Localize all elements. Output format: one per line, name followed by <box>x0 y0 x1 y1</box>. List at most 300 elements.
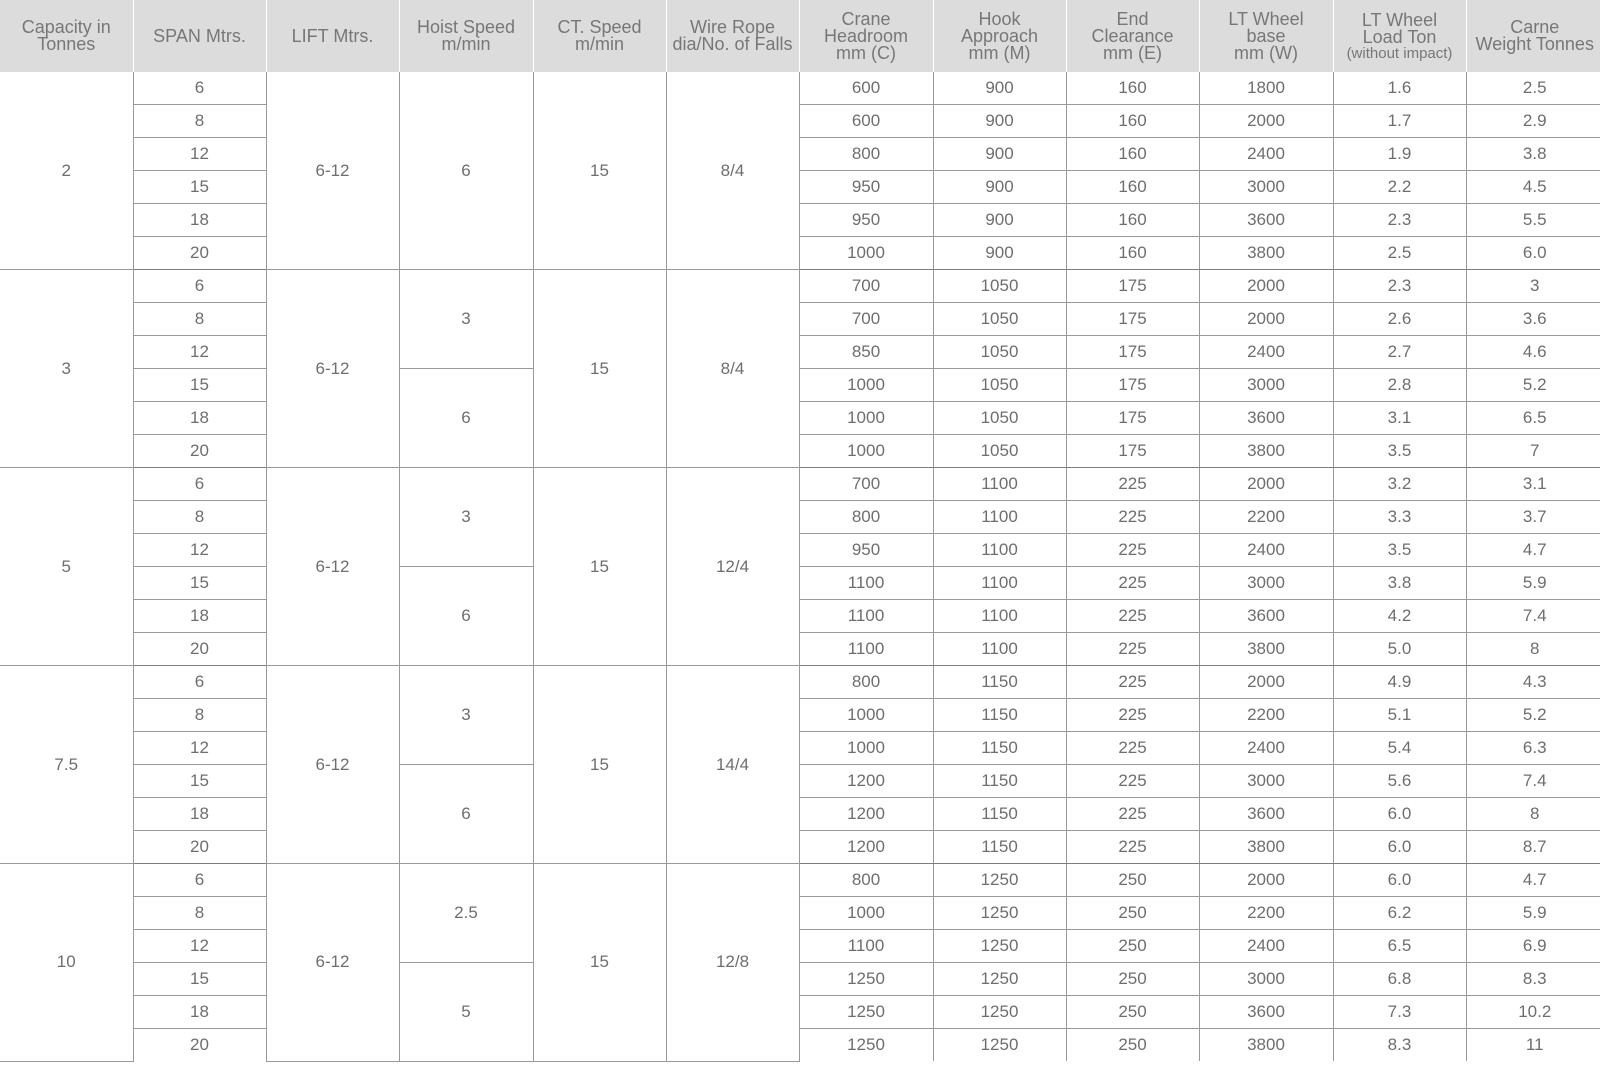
hoist-speed-cell: 6 <box>399 369 533 468</box>
span-cell: 15 <box>133 369 266 402</box>
wheel-load-cell: 1.7 <box>1333 105 1466 138</box>
header-line: base <box>1246 25 1286 46</box>
table-row <box>0 336 1600 369</box>
crane-weight-cell: 6.9 <box>1466 930 1600 963</box>
table-row <box>0 171 1600 204</box>
span-cell: 20 <box>133 435 266 468</box>
span-cell: 8 <box>133 501 266 534</box>
header-line: m/min <box>575 34 624 54</box>
wheel-load-cell: 4.2 <box>1333 600 1466 633</box>
end-clearance-cell: 160 <box>1066 171 1199 204</box>
headroom-cell: 800 <box>799 138 933 171</box>
span-cell: 15 <box>133 567 266 600</box>
table-row <box>0 435 1600 468</box>
headroom-cell: 850 <box>799 336 933 369</box>
span-cell: 12 <box>133 336 266 369</box>
headroom-cell: 1100 <box>799 567 933 600</box>
wheel-base-cell: 3000 <box>1199 171 1333 204</box>
capacity-cell: 7.5 <box>0 666 133 864</box>
crane-weight-cell: 7.4 <box>1466 600 1600 633</box>
headroom-cell: 800 <box>799 501 933 534</box>
header-line: Approach <box>960 25 1039 46</box>
end-clearance-cell: 160 <box>1066 105 1199 138</box>
hook-approach-cell: 900 <box>933 237 1066 270</box>
hook-approach-cell: 1100 <box>933 534 1066 567</box>
span-cell: 18 <box>133 996 266 1029</box>
hoist-speed-cell: 5 <box>399 963 533 1062</box>
headroom-cell: 950 <box>799 204 933 237</box>
crane-weight-cell: 5.9 <box>1466 897 1600 930</box>
crane-weight-cell: 10.2 <box>1466 996 1600 1029</box>
header-line: Tonnes <box>37 34 96 54</box>
header-line: LT Wheel <box>1361 9 1438 30</box>
header-line: dia/No. of Falls <box>672 34 793 54</box>
wheel-load-cell: 5.4 <box>1333 732 1466 765</box>
header-line: Hook <box>978 8 1021 29</box>
table-row <box>0 831 1600 864</box>
crane-weight-cell: 4.3 <box>1466 666 1600 699</box>
wheel-load-cell: 6.0 <box>1333 798 1466 831</box>
wheel-base-cell: 3800 <box>1199 435 1333 468</box>
span-cell: 20 <box>133 633 266 666</box>
end-clearance-cell: 225 <box>1066 501 1199 534</box>
end-clearance-cell: 225 <box>1066 666 1199 699</box>
hook-approach-cell: 1250 <box>933 930 1066 963</box>
span-cell: 12 <box>133 930 266 963</box>
table-row <box>0 897 1600 930</box>
end-clearance-cell: 225 <box>1066 798 1199 831</box>
table-row <box>0 138 1600 171</box>
crane-weight-cell: 3 <box>1466 270 1600 303</box>
end-clearance-cell: 175 <box>1066 303 1199 336</box>
end-clearance-cell: 175 <box>1066 369 1199 402</box>
end-clearance-cell: 250 <box>1066 996 1199 1029</box>
hook-approach-cell: 900 <box>933 105 1066 138</box>
span-cell: 20 <box>133 1029 266 1062</box>
table-row <box>0 501 1600 534</box>
end-clearance-cell: 250 <box>1066 963 1199 996</box>
wheel-base-cell: 3000 <box>1199 567 1333 600</box>
headroom-cell: 1100 <box>799 930 933 963</box>
wheel-base-cell: 2000 <box>1199 105 1333 138</box>
crane-weight-cell: 5.9 <box>1466 567 1600 600</box>
hook-approach-cell: 1100 <box>933 501 1066 534</box>
crane-weight-cell: 2.9 <box>1466 105 1600 138</box>
header-line: Headroom <box>823 25 909 46</box>
headroom-cell: 1250 <box>799 963 933 996</box>
span-cell: 18 <box>133 402 266 435</box>
hoist-speed-cell: 6 <box>399 72 533 270</box>
wire-rope-cell: 12/8 <box>666 864 799 1062</box>
header-hoist-speed <box>399 0 533 72</box>
wheel-load-cell: 3.8 <box>1333 567 1466 600</box>
wheel-base-cell: 2200 <box>1199 501 1333 534</box>
span-cell: 12 <box>133 534 266 567</box>
crane-weight-cell: 6.0 <box>1466 237 1600 270</box>
header-line: SPAN Mtrs. <box>153 25 246 46</box>
hoist-speed-cell: 6 <box>399 765 533 864</box>
span-cell: 8 <box>133 699 266 732</box>
table-row <box>0 600 1600 633</box>
capacity-cell: 5 <box>0 468 133 666</box>
header-line: m/min <box>441 34 491 54</box>
hook-approach-cell: 1100 <box>933 600 1066 633</box>
headroom-cell: 1100 <box>799 600 933 633</box>
hook-approach-cell: 1150 <box>933 798 1066 831</box>
end-clearance-cell: 250 <box>1066 1029 1199 1062</box>
header-subnote: (without impact) <box>1346 44 1453 62</box>
headroom-cell: 600 <box>799 105 933 138</box>
crane-weight-cell: 8 <box>1466 633 1600 666</box>
wheel-load-cell: 3.5 <box>1333 534 1466 567</box>
wire-rope-cell: 12/4 <box>666 468 799 666</box>
wheel-base-cell: 2000 <box>1199 666 1333 699</box>
crane-weight-cell: 11 <box>1525 1035 1544 1054</box>
headroom-cell: 1000 <box>799 732 933 765</box>
end-clearance-cell: 160 <box>1066 204 1199 237</box>
crane-weight-cell: 2.5 <box>1466 72 1600 105</box>
table-row <box>0 798 1600 831</box>
span-cell: 8 <box>133 897 266 930</box>
table-row <box>0 468 1600 501</box>
crane-weight-cell: 3.7 <box>1466 501 1600 534</box>
end-clearance-cell: 225 <box>1066 732 1199 765</box>
headroom-cell: 800 <box>799 864 933 897</box>
ct-speed-cell: 15 <box>533 666 666 864</box>
table-row <box>0 237 1600 270</box>
end-clearance-cell: 225 <box>1066 633 1199 666</box>
header-capacity <box>0 0 133 72</box>
headroom-cell: 950 <box>799 534 933 567</box>
table-row <box>0 996 1600 1029</box>
wheel-load-cell: 2.5 <box>1333 237 1466 270</box>
header-lt-wheel-base <box>1199 0 1333 72</box>
wheel-load-cell: 6.8 <box>1333 963 1466 996</box>
crane-weight-cell: 8.7 <box>1466 831 1600 864</box>
crane-weight-cell: 4.7 <box>1466 864 1600 897</box>
wheel-base-cell: 3000 <box>1199 765 1333 798</box>
hook-approach-cell: 1050 <box>933 435 1066 468</box>
crane-weight-cell: 5.2 <box>1466 369 1600 402</box>
headroom-cell: 1200 <box>799 831 933 864</box>
wheel-load-cell: 2.3 <box>1333 204 1466 237</box>
hook-approach-cell: 1150 <box>933 732 1066 765</box>
crane-weight-cell: 4.7 <box>1466 534 1600 567</box>
table-row <box>0 402 1600 435</box>
hook-approach-cell: 900 <box>933 171 1066 204</box>
hook-approach-cell: 1050 <box>933 369 1066 402</box>
hook-approach-cell: 1250 <box>933 996 1066 1029</box>
header-line: LIFT Mtrs. <box>291 25 374 46</box>
table-row <box>0 633 1600 666</box>
span-cell: 6 <box>133 666 266 699</box>
hook-approach-cell: 1250 <box>933 897 1066 930</box>
wheel-base-cell: 2400 <box>1199 534 1333 567</box>
span-cell: 8 <box>133 303 266 336</box>
header-line: Load Ton <box>1362 26 1437 47</box>
table-row <box>0 930 1600 963</box>
crane-weight-cell: 3.8 <box>1466 138 1600 171</box>
wheel-base-cell: 2400 <box>1199 336 1333 369</box>
end-clearance-cell: 250 <box>1066 897 1199 930</box>
crane-weight-cell: 3.1 <box>1466 468 1600 501</box>
span-cell: 6 <box>133 72 266 105</box>
hook-approach-cell: 1250 <box>933 963 1066 996</box>
end-clearance-cell: 175 <box>1066 435 1199 468</box>
header-span <box>133 0 266 72</box>
headroom-cell: 700 <box>799 303 933 336</box>
hook-approach-cell: 900 <box>933 204 1066 237</box>
header-line: mm (C) <box>836 42 896 63</box>
header-line: Capacity in <box>21 17 111 37</box>
crane-weight-cell: 8.3 <box>1466 963 1600 996</box>
lift-cell: 6-12 <box>266 270 399 468</box>
hook-approach-cell: 1050 <box>933 336 1066 369</box>
headroom-cell: 1200 <box>799 765 933 798</box>
span-cell: 15 <box>133 765 266 798</box>
end-clearance-cell: 225 <box>1066 534 1199 567</box>
header-line: LT Wheel <box>1228 8 1304 29</box>
end-clearance-cell: 225 <box>1066 468 1199 501</box>
wheel-base-cell: 3800 <box>1199 831 1333 864</box>
wire-rope-cell: 8/4 <box>666 72 799 270</box>
span-cell: 15 <box>133 963 266 996</box>
wheel-load-cell: 3.3 <box>1333 501 1466 534</box>
crane-weight-cell: 4.6 <box>1466 336 1600 369</box>
header-line: Hoist Speed <box>416 17 516 37</box>
header-lift <box>266 0 399 72</box>
wheel-load-cell: 2.7 <box>1333 336 1466 369</box>
wheel-base-cell: 2000 <box>1199 864 1333 897</box>
span-cell: 6 <box>133 864 266 897</box>
end-clearance-cell: 250 <box>1066 864 1199 897</box>
header-lt-wheel-load <box>1333 0 1466 72</box>
wheel-load-cell: 4.9 <box>1333 666 1466 699</box>
wheel-load-cell: 8.3 <box>1333 1029 1466 1062</box>
hoist-speed-cell: 2.5 <box>399 864 533 963</box>
hook-approach-cell: 1250 <box>933 864 1066 897</box>
headroom-cell: 1100 <box>799 633 933 666</box>
hook-approach-cell: 1100 <box>933 468 1066 501</box>
crane-weight-cell: 7.4 <box>1466 765 1600 798</box>
table-row <box>0 666 1600 699</box>
wheel-load-cell: 2.3 <box>1333 270 1466 303</box>
end-clearance-cell: 160 <box>1066 138 1199 171</box>
span-cell: 12 <box>133 138 266 171</box>
headroom-cell: 1000 <box>799 402 933 435</box>
capacity-cell: 10 <box>0 864 133 1062</box>
wheel-base-cell: 3600 <box>1199 600 1333 633</box>
hoist-speed-cell: 3 <box>399 270 533 369</box>
table-row <box>0 204 1600 237</box>
wheel-base-cell: 3800 <box>1199 1029 1333 1062</box>
table-row <box>0 534 1600 567</box>
headroom-cell: 950 <box>799 171 933 204</box>
wheel-load-cell: 6.0 <box>1333 864 1466 897</box>
hoist-speed-cell: 6 <box>399 567 533 666</box>
header-line: mm (M) <box>968 42 1031 63</box>
crane-weight-cell: 8 <box>1466 798 1600 831</box>
headroom-cell: 700 <box>799 468 933 501</box>
capacity-cell: 2 <box>0 72 133 270</box>
hook-approach-cell: 1150 <box>933 765 1066 798</box>
crane-weight-cell: 4.5 <box>1466 171 1600 204</box>
wheel-base-cell: 2200 <box>1199 897 1333 930</box>
hook-approach-cell: 1100 <box>933 633 1066 666</box>
hook-approach-cell: 1100 <box>933 567 1066 600</box>
table-row <box>0 765 1600 798</box>
wheel-load-cell: 3.1 <box>1333 402 1466 435</box>
table-row <box>0 270 1600 303</box>
wire-rope-cell: 8/4 <box>666 270 799 468</box>
header-line: CT. Speed <box>557 17 642 37</box>
wheel-base-cell: 2000 <box>1199 270 1333 303</box>
crane-weight-cell: 5.2 <box>1466 699 1600 732</box>
header-line: Carne <box>1510 17 1560 37</box>
table-header <box>0 0 1600 72</box>
wheel-base-cell: 3800 <box>1199 633 1333 666</box>
capacity-cell: 3 <box>0 270 133 468</box>
headroom-cell: 600 <box>799 72 933 105</box>
wheel-base-cell: 3600 <box>1199 798 1333 831</box>
headroom-cell: 700 <box>799 270 933 303</box>
headroom-cell: 1000 <box>799 435 933 468</box>
ct-speed-cell: 15 <box>533 864 666 1062</box>
wheel-load-cell: 1.9 <box>1333 138 1466 171</box>
end-clearance-cell: 175 <box>1066 402 1199 435</box>
wheel-base-cell: 3000 <box>1199 369 1333 402</box>
wheel-base-cell: 3000 <box>1199 963 1333 996</box>
hook-approach-cell: 1150 <box>933 699 1066 732</box>
end-clearance-cell: 160 <box>1066 72 1199 105</box>
hoist-speed-cell: 3 <box>399 666 533 765</box>
table-row <box>0 72 1600 105</box>
wheel-base-cell: 2400 <box>1199 732 1333 765</box>
wire-rope-cell: 14/4 <box>666 666 799 864</box>
hook-approach-cell: 1250 <box>933 1029 1066 1062</box>
span-cell: 15 <box>133 171 266 204</box>
hoist-speed-cell: 3 <box>399 468 533 567</box>
header-end-clearance <box>1066 0 1199 72</box>
wheel-load-cell: 2.6 <box>1333 303 1466 336</box>
table-row <box>0 963 1600 996</box>
end-clearance-cell: 225 <box>1066 765 1199 798</box>
table-row <box>0 864 1600 897</box>
table-row <box>0 1029 1600 1062</box>
hook-approach-cell: 1050 <box>933 303 1066 336</box>
end-clearance-cell: 225 <box>1066 567 1199 600</box>
end-clearance-cell: 160 <box>1066 237 1199 270</box>
crane-weight-cell: 6.3 <box>1466 732 1600 765</box>
wheel-base-cell: 3800 <box>1199 237 1333 270</box>
wheel-base-cell: 3600 <box>1199 996 1333 1029</box>
end-clearance-cell: 175 <box>1066 336 1199 369</box>
headroom-cell: 800 <box>799 666 933 699</box>
lift-cell: 6-12 <box>266 468 399 666</box>
wheel-load-cell: 6.0 <box>1333 831 1466 864</box>
ct-speed-cell: 15 <box>533 72 666 270</box>
header-line: Wire Rope <box>689 17 776 37</box>
header-line: Clearance <box>1091 25 1174 46</box>
ct-speed-cell: 15 <box>533 270 666 468</box>
table-row <box>0 303 1600 336</box>
wheel-base-cell: 2400 <box>1199 138 1333 171</box>
header-line: Weight Tonnes <box>1475 34 1594 54</box>
hook-approach-cell: 1050 <box>933 402 1066 435</box>
wheel-base-cell: 2000 <box>1199 303 1333 336</box>
hook-approach-cell: 900 <box>933 138 1066 171</box>
headroom-cell: 1000 <box>799 237 933 270</box>
headroom-cell: 1000 <box>799 897 933 930</box>
hook-approach-cell: 900 <box>933 72 1066 105</box>
lift-cell: 6-12 <box>266 72 399 270</box>
end-clearance-cell: 225 <box>1066 831 1199 864</box>
ct-speed-cell: 15 <box>533 468 666 666</box>
table-row <box>0 105 1600 138</box>
wheel-base-cell: 2000 <box>1199 468 1333 501</box>
wheel-base-cell: 2400 <box>1199 930 1333 963</box>
wheel-load-cell: 5.0 <box>1333 633 1466 666</box>
header-wire-rope <box>666 0 799 72</box>
table-row <box>0 732 1600 765</box>
wheel-base-cell: 3600 <box>1199 402 1333 435</box>
span-cell: 8 <box>133 105 266 138</box>
span-cell: 18 <box>133 204 266 237</box>
span-cell: 6 <box>133 468 266 501</box>
header-line: mm (E) <box>1103 42 1162 63</box>
span-cell: 12 <box>133 732 266 765</box>
headroom-cell: 1000 <box>799 699 933 732</box>
lift-cell: 6-12 <box>266 666 399 864</box>
table-row <box>0 699 1600 732</box>
lift-cell: 6-12 <box>266 864 399 1062</box>
wheel-base-cell: 2200 <box>1199 699 1333 732</box>
span-cell: 6 <box>133 270 266 303</box>
table-row <box>0 369 1600 402</box>
wheel-load-cell: 5.6 <box>1333 765 1466 798</box>
wheel-load-cell: 7.3 <box>1333 996 1466 1029</box>
header-row <box>0 0 1600 72</box>
header-line: Crane <box>841 8 891 29</box>
end-clearance-cell: 225 <box>1066 600 1199 633</box>
header-crane-headroom <box>799 0 933 72</box>
end-clearance-cell: 225 <box>1066 699 1199 732</box>
table-row <box>0 567 1600 600</box>
hook-approach-cell: 1150 <box>933 666 1066 699</box>
crane-weight-cell: 6.5 <box>1466 402 1600 435</box>
table-body <box>0 72 1600 1061</box>
wheel-load-cell: 6.5 <box>1333 930 1466 963</box>
span-cell: 18 <box>133 798 266 831</box>
crane-weight-cell: 7 <box>1466 435 1600 468</box>
wheel-base-cell: 3600 <box>1199 204 1333 237</box>
wheel-load-cell: 5.1 <box>1333 699 1466 732</box>
crane-weight-cell: 3.6 <box>1466 303 1600 336</box>
header-line: mm (W) <box>1234 42 1298 63</box>
end-clearance-cell: 250 <box>1066 930 1199 963</box>
end-clearance-cell: 175 <box>1066 270 1199 303</box>
wheel-base-cell: 1800 <box>1199 72 1333 105</box>
span-cell: 20 <box>133 831 266 864</box>
headroom-cell: 1250 <box>799 996 933 1029</box>
wheel-load-cell: 1.6 <box>1333 72 1466 105</box>
header-line: End <box>1116 8 1149 29</box>
wheel-load-cell: 6.2 <box>1333 897 1466 930</box>
span-cell: 18 <box>133 600 266 633</box>
hook-approach-cell: 1150 <box>933 831 1066 864</box>
wheel-load-cell: 3.5 <box>1333 435 1466 468</box>
headroom-cell: 1250 <box>799 1029 933 1062</box>
